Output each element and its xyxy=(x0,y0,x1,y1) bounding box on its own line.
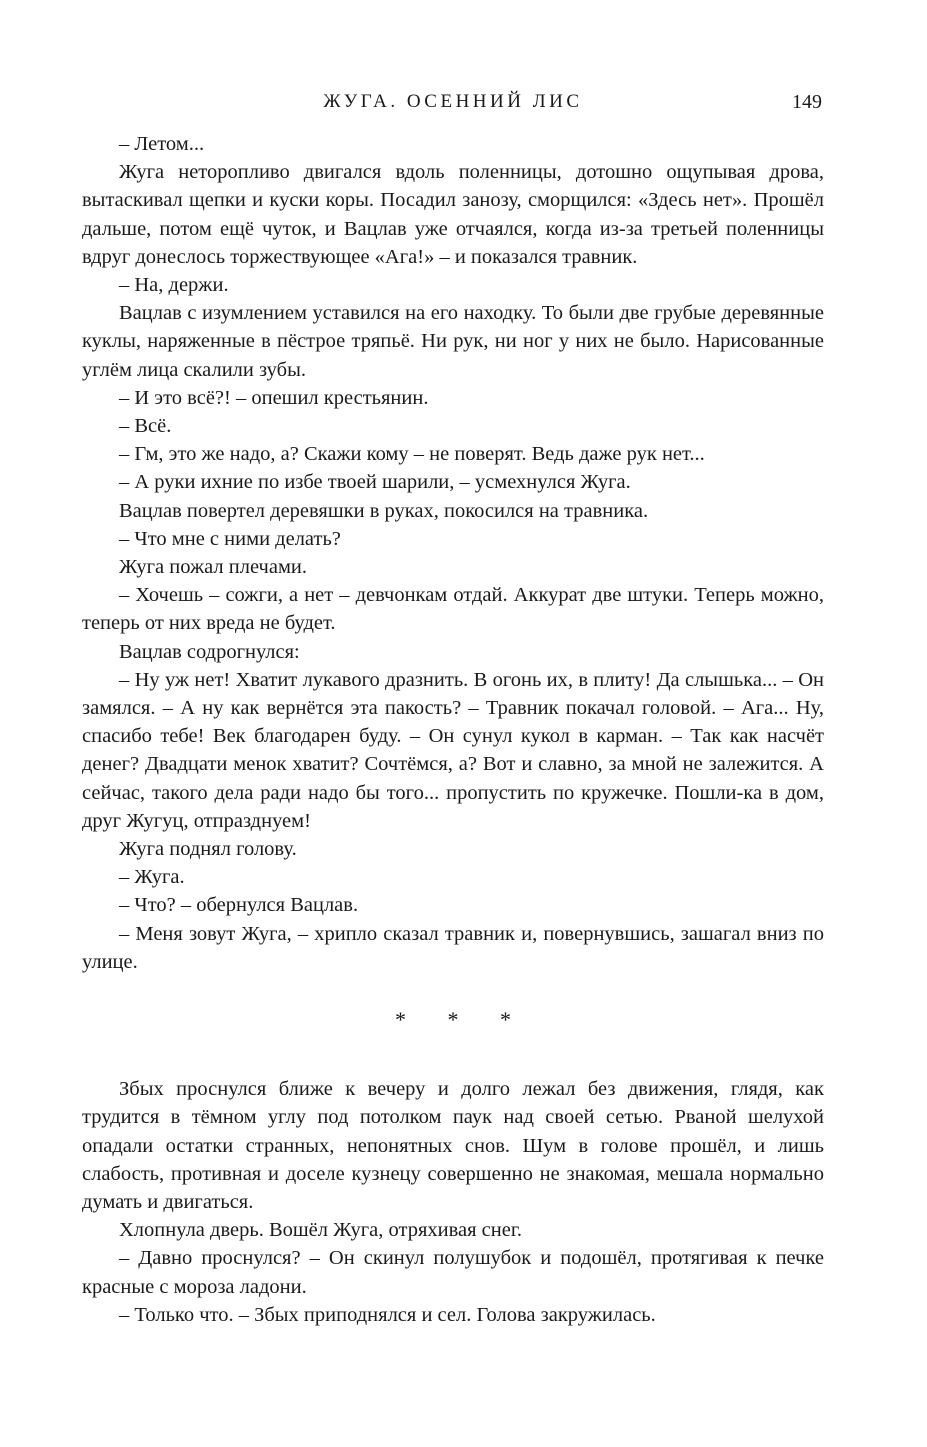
running-head xyxy=(82,86,824,118)
body-text xyxy=(82,130,824,1329)
paragraph: – Меня зовут Жуга, – хрипло сказал травник и, повернувшись, зашагал вниз по улице. xyxy=(82,922,824,973)
section-break xyxy=(82,1006,824,1034)
section-break-asterisks: * * * xyxy=(395,1007,529,1033)
paragraph: Вацлав с изумлением уставился на его находку. То были две грубые деревянные куклы, наряженные в пёстрое тряпьё. Ни рук, ни ног у них не было. Нарисованные углём лица скалили зубы. xyxy=(82,302,824,381)
paragraph: – Летом... xyxy=(119,133,205,155)
paragraph: Жуга пожал плечами. xyxy=(119,556,308,579)
paragraph: – А руки ихние по избе твоей шарили, – усмехнулся Жуга. xyxy=(119,471,631,494)
paragraph: Жуга неторопливо двигался вдоль поленницы, дотошно ощупывая дрова, вытаскивал щепки и куски коры. Посадил занозу, сморщился: «Здесь нет». Прошёл дальше, потом ещё чуток, и Вацлав уже отчаялся, когда из-за третьей поленницы вдруг донеслось торжествующее «Ага!» – и показался травник. xyxy=(82,161,824,268)
page-number: 149 xyxy=(792,91,822,113)
paragraph: – Хочешь – сожги, а нет – девчонкам отдай. Аккурат две штуки. Теперь можно, теперь от них вреда не будет. xyxy=(82,584,824,635)
paragraph: Жуга поднял голову. xyxy=(119,838,297,861)
paragraph: – На, держи. xyxy=(119,274,229,297)
paragraph: Збых проснулся ближе к вечеру и долго лежал без движения, глядя, как трудится в тёмном углу под потолком паук над своей сетью. Рваной шелухой опадали остатки странных, непонятных снов. Шум в голове прошёл, и лишь слабость, противная и доселе кузнецу совершенно не знакомая, мешала нормально думать и двигаться. xyxy=(82,1078,824,1213)
paragraph: – Только что. – Збых приподнялся и сел. Голова закружилась. xyxy=(119,1303,656,1326)
paragraph: – Гм, это же надо, а? Скажи кому – не поверят. Ведь даже рук нет... xyxy=(119,443,705,466)
paragraph: – Что мне с ними делать? xyxy=(119,527,341,550)
running-title: ЖУГА. ОСЕННИЙ ЛИС xyxy=(323,91,583,112)
paragraph: – И это всё?! – опешил крестьянин. xyxy=(119,386,429,409)
paragraph: – Жуга. xyxy=(119,866,185,889)
paragraph: Вацлав повертел деревяшки в руках, покосился на травника. xyxy=(119,499,649,522)
paragraph: – Ну уж нет! Хватит лукавого дразнить. В огонь их, в плиту! Да слышька... – Он замялся. – А ну как вернётся эта пакость? – Травник покачал головой. – Ага... Ну, спасибо тебе! Век благодарен буду. – Он сунул кукол в карман. – Так как насчёт денег? Двадцати менок хватит? Сочтёмся, а? Вот и славно, за мной не залежится. А сейчас, такого дела ради надо бы того... пропустить по кружечке. Пошли-ка в дом, друг Жугуц, отпразднуем! xyxy=(82,668,824,832)
paragraph: Вацлав содрогнулся: xyxy=(119,640,300,663)
paragraph: – Что? – обернулся Вацлав. xyxy=(119,894,359,917)
paragraph: – Давно проснулся? – Он скинул полушубок и подошёл, протягивая к печке красные с мороза ладони. xyxy=(82,1247,824,1298)
paragraph: Хлопнула дверь. Вошёл Жуга, отряхивая снег. xyxy=(119,1219,523,1242)
paragraph: – Всё. xyxy=(119,415,172,438)
